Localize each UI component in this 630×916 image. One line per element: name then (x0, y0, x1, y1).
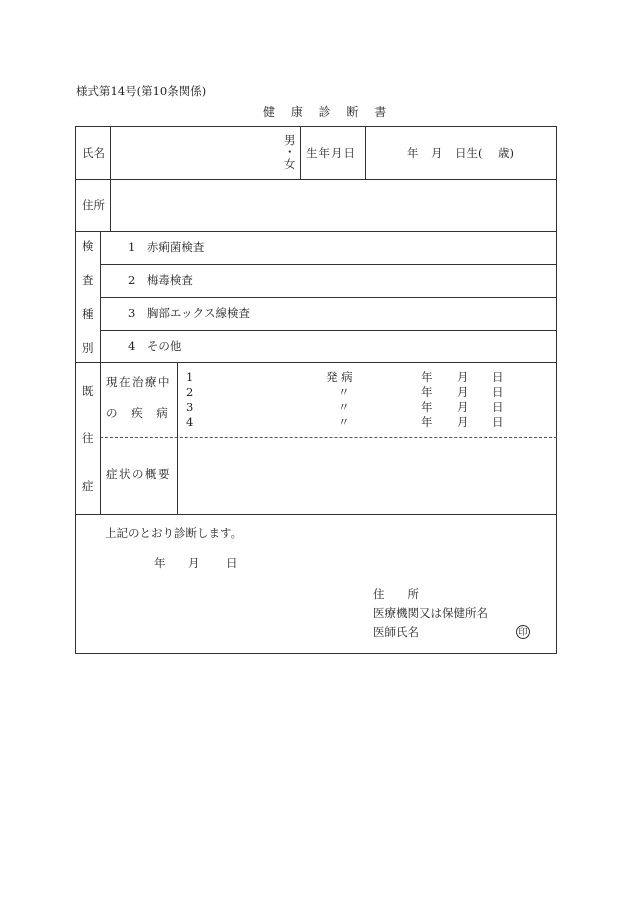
history-char-3: 症 (82, 479, 94, 493)
gender-male: 男 (284, 133, 296, 147)
symptom-summary-label: 症状の概要 (106, 467, 171, 481)
onset-year-3: 年 (421, 400, 433, 414)
vline-gender (300, 126, 301, 179)
divider-exam-1-2 (100, 264, 557, 265)
gender-dot: ・ (284, 145, 296, 159)
divider-exam-history (75, 362, 557, 363)
onset-day-1: 日 (492, 370, 504, 384)
vline-history-labels (177, 362, 178, 514)
dob-label: 生年月日 (306, 146, 356, 160)
disease-row-4-num: 4 (186, 415, 194, 429)
ditto-mark-2: 〃 (338, 385, 350, 399)
vline-section-chars (100, 231, 101, 514)
exam-char-3: 種 (82, 307, 94, 321)
onset-month-3: 月 (457, 400, 469, 414)
onset-month-2: 月 (457, 385, 469, 399)
onset-day-4: 日 (492, 415, 504, 429)
doctor-name-label: 医師氏名 (373, 625, 419, 639)
doctor-address-label: 住 所 (373, 587, 419, 601)
gender-female: 女 (284, 157, 296, 171)
exam-char-4: 別 (82, 341, 94, 355)
history-char-2: 往 (82, 431, 94, 445)
seal-stamp-icon: 印 (516, 625, 530, 639)
name-label: 氏名 (82, 146, 105, 160)
vline-dob (365, 126, 366, 179)
ditto-mark-4: 〃 (338, 415, 350, 429)
dob-day-age: 日生( (455, 146, 483, 160)
dob-month: 月 (431, 146, 443, 160)
disease-row-3-num: 3 (186, 400, 194, 414)
disease-row-1-num: 1 (186, 370, 194, 384)
divider-history-dashed (100, 437, 557, 438)
disease-row-2-num: 2 (186, 385, 194, 399)
footer-date-month: 月 (188, 556, 200, 570)
divider-exam-3-4 (100, 330, 557, 331)
onset-month-1: 月 (457, 370, 469, 384)
onset-label: 発 病 (326, 370, 353, 384)
onset-month-4: 月 (457, 415, 469, 429)
onset-day-3: 日 (492, 400, 504, 414)
current-treatment-label-2: の 疾 病 (106, 406, 173, 420)
diagnosis-statement: 上記のとおり診断します。 (105, 526, 243, 540)
address-label: 住所 (82, 198, 105, 212)
exam-item-4: 4 その他 (128, 339, 182, 353)
dob-year: 年 (407, 146, 419, 160)
exam-item-2: 2 梅毒検査 (128, 273, 193, 287)
onset-day-2: 日 (492, 385, 504, 399)
form-frame (75, 126, 557, 654)
divider-history-footer (75, 514, 557, 515)
document-title: 健 康 診 断 書 (263, 105, 393, 119)
divider-address-exam (75, 231, 557, 232)
institution-label: 医療機関又は保健所名 (373, 606, 488, 620)
dob-age-suffix: 歳) (498, 146, 514, 160)
form-number: 様式第14号(第10条関係) (76, 84, 207, 98)
vline-label-col (110, 126, 111, 232)
ditto-mark-3: 〃 (338, 400, 350, 414)
exam-item-1: 1 赤痢菌検査 (128, 240, 205, 254)
current-treatment-label-1: 現在治療中 (106, 375, 171, 389)
footer-date-year: 年 (154, 556, 166, 570)
onset-year-1: 年 (421, 370, 433, 384)
onset-year-2: 年 (421, 385, 433, 399)
divider-exam-2-3 (100, 297, 557, 298)
exam-char-1: 検 (82, 239, 94, 253)
exam-char-2: 査 (82, 273, 94, 287)
footer-date-day: 日 (226, 556, 238, 570)
divider-name-address (75, 179, 557, 180)
exam-item-3: 3 胸部エックス線検査 (128, 306, 250, 320)
history-char-1: 既 (82, 384, 94, 398)
onset-year-4: 年 (421, 415, 433, 429)
